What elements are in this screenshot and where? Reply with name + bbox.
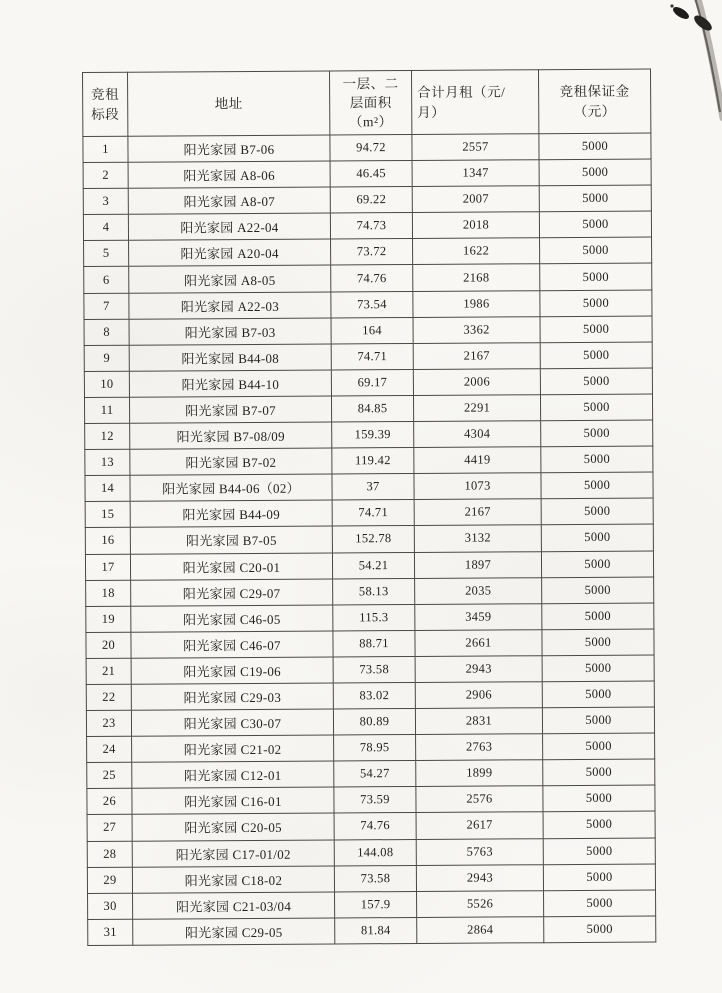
cell-address: 阳光家园 C20-05 xyxy=(132,813,334,840)
cell-address: 阳光家园 C16-01 xyxy=(132,787,334,814)
cell-address: 阳光家园 C21-02 xyxy=(132,735,334,762)
table-row xyxy=(87,785,655,815)
cell-area: 94.72 xyxy=(330,134,412,161)
cell-monthly-rent: 2018 xyxy=(412,212,539,239)
cell-area: 74.76 xyxy=(331,265,413,292)
cell-bid-section: 21 xyxy=(86,658,131,684)
cell-area: 78.95 xyxy=(334,735,416,762)
cell-area: 54.27 xyxy=(334,761,416,788)
cell-deposit: 5000 xyxy=(540,263,652,290)
cell-area: 69.17 xyxy=(331,369,413,396)
cell-address: 阳光家园 C17-01/02 xyxy=(132,840,334,867)
cell-bid-section: 27 xyxy=(87,815,132,841)
table-row xyxy=(85,551,653,581)
cell-address: 阳光家园 B44-09 xyxy=(130,500,332,527)
cell-monthly-rent: 3459 xyxy=(415,603,542,630)
cell-deposit: 5000 xyxy=(544,916,656,943)
cell-bid-section: 2 xyxy=(83,162,128,188)
cell-bid-section: 12 xyxy=(85,423,130,449)
cell-bid-section: 22 xyxy=(86,684,131,710)
cell-bid-section: 1 xyxy=(83,136,128,162)
cell-monthly-rent: 2864 xyxy=(417,917,544,944)
table-row xyxy=(86,655,654,685)
cell-bid-section: 9 xyxy=(84,345,129,371)
cell-area: 74.76 xyxy=(334,813,416,840)
cell-bid-section: 14 xyxy=(85,475,130,501)
cell-area: 74.71 xyxy=(332,500,414,527)
cell-deposit: 5000 xyxy=(539,211,651,238)
cell-monthly-rent: 1073 xyxy=(414,473,541,500)
header-bid-section: 竞租 标段 xyxy=(83,72,128,136)
cell-bid-section: 8 xyxy=(84,319,129,345)
cell-deposit: 5000 xyxy=(543,733,655,760)
cell-bid-section: 16 xyxy=(85,528,130,554)
cell-area: 83.02 xyxy=(333,682,415,709)
cell-deposit: 5000 xyxy=(541,420,653,447)
cell-monthly-rent: 2763 xyxy=(416,734,543,761)
table-row xyxy=(86,707,654,737)
cell-deposit: 5000 xyxy=(542,629,654,656)
cell-deposit: 5000 xyxy=(542,655,654,682)
cell-address: 阳光家园 B7-02 xyxy=(130,448,332,475)
header-address: 地址 xyxy=(128,71,330,136)
cell-address: 阳光家园 A8-05 xyxy=(129,265,331,292)
cell-address: 阳光家园 C21-03/04 xyxy=(133,892,335,919)
table-row xyxy=(87,811,655,841)
cell-area: 54.21 xyxy=(332,552,414,579)
cell-deposit: 5000 xyxy=(542,681,654,708)
cell-deposit: 5000 xyxy=(541,524,653,551)
cell-deposit: 5000 xyxy=(540,368,652,395)
cell-deposit: 5000 xyxy=(541,498,653,525)
cell-area: 152.78 xyxy=(332,526,414,553)
cell-address: 阳光家园 C46-07 xyxy=(131,631,333,658)
cell-deposit: 5000 xyxy=(539,159,651,186)
cell-deposit: 5000 xyxy=(543,785,655,812)
table-row xyxy=(84,368,652,398)
cell-bid-section: 11 xyxy=(84,397,129,423)
cell-area: 74.73 xyxy=(330,213,412,240)
table-row xyxy=(83,133,651,163)
cell-area: 157.9 xyxy=(335,891,417,918)
cell-deposit: 5000 xyxy=(540,237,652,264)
table-row xyxy=(87,759,655,789)
cell-address: 阳光家园 B7-05 xyxy=(130,526,332,553)
cell-area: 37 xyxy=(332,474,414,501)
cell-area: 119.42 xyxy=(332,448,414,475)
table-row xyxy=(83,185,651,215)
cell-bid-section: 13 xyxy=(85,449,130,475)
cell-area: 58.13 xyxy=(333,578,415,605)
cell-monthly-rent: 1899 xyxy=(416,760,543,787)
cell-bid-section: 10 xyxy=(84,371,129,397)
cell-bid-section: 26 xyxy=(87,789,132,815)
cell-monthly-rent: 2617 xyxy=(416,812,543,839)
cell-area: 144.08 xyxy=(334,839,416,866)
cell-address: 阳光家园 C29-07 xyxy=(131,579,333,606)
cell-area: 115.3 xyxy=(333,604,415,631)
cell-bid-section: 25 xyxy=(87,762,132,788)
rental-table xyxy=(82,69,656,946)
table-body xyxy=(83,133,656,945)
cell-bid-section: 23 xyxy=(86,710,131,736)
cell-area: 69.22 xyxy=(330,187,412,214)
cell-deposit: 5000 xyxy=(542,707,654,734)
table-row xyxy=(87,838,655,868)
cell-monthly-rent: 2576 xyxy=(416,786,543,813)
cell-bid-section: 15 xyxy=(85,502,130,528)
cell-deposit: 5000 xyxy=(542,577,654,604)
cell-address: 阳光家园 C12-01 xyxy=(132,761,334,788)
table-row xyxy=(84,342,652,372)
table-row xyxy=(88,916,656,946)
table-row xyxy=(84,237,652,267)
table-row xyxy=(87,733,655,763)
cell-deposit: 5000 xyxy=(543,864,655,891)
cell-address: 阳光家园 C29-03 xyxy=(131,683,333,710)
table-row xyxy=(87,864,655,894)
cell-address: 阳光家园 B7-06 xyxy=(128,135,330,162)
table-row xyxy=(85,446,653,476)
cell-deposit: 5000 xyxy=(541,446,653,473)
table-row xyxy=(86,577,654,607)
cell-bid-section: 19 xyxy=(86,606,131,632)
cell-bid-section: 3 xyxy=(83,188,128,214)
cell-address: 阳光家园 A22-04 xyxy=(128,213,330,240)
cell-bid-section: 31 xyxy=(88,919,133,945)
cell-monthly-rent: 2168 xyxy=(413,264,540,291)
cell-monthly-rent: 4419 xyxy=(414,447,541,474)
cell-deposit: 5000 xyxy=(540,342,652,369)
cell-address: 阳光家园 A20-04 xyxy=(129,239,331,266)
cell-deposit: 5000 xyxy=(544,890,656,917)
cell-address: 阳光家园 A8-06 xyxy=(128,161,330,188)
cell-bid-section: 20 xyxy=(86,632,131,658)
cell-monthly-rent: 2167 xyxy=(414,499,541,526)
cell-area: 73.58 xyxy=(334,865,416,892)
cell-area: 80.89 xyxy=(333,709,415,736)
cell-monthly-rent: 2167 xyxy=(413,342,540,369)
cell-deposit: 5000 xyxy=(539,185,651,212)
cell-bid-section: 7 xyxy=(84,293,129,319)
cell-bid-section: 18 xyxy=(86,580,131,606)
table-row xyxy=(88,890,656,920)
cell-address: 阳光家园 B44-06（02） xyxy=(130,474,332,501)
header-deposit: 竞租保证金 （元） xyxy=(538,69,650,134)
cell-monthly-rent: 2006 xyxy=(413,369,540,396)
cell-area: 46.45 xyxy=(330,161,412,188)
cell-deposit: 5000 xyxy=(543,759,655,786)
table-row xyxy=(84,263,652,293)
rental-table-wrap xyxy=(82,69,655,946)
cell-deposit: 5000 xyxy=(543,811,655,838)
cell-deposit: 5000 xyxy=(540,394,652,421)
cell-area: 73.72 xyxy=(331,239,413,266)
table-row xyxy=(84,290,652,320)
cell-monthly-rent: 2291 xyxy=(413,395,540,422)
table-row xyxy=(85,524,653,554)
cell-area: 88.71 xyxy=(333,630,415,657)
cell-area: 164 xyxy=(331,317,413,344)
cell-address: 阳光家园 A22-03 xyxy=(129,292,331,319)
cell-monthly-rent: 3132 xyxy=(414,525,541,552)
cell-address: 阳光家园 C29-05 xyxy=(133,918,335,945)
cell-deposit: 5000 xyxy=(540,316,652,343)
table-row xyxy=(86,681,654,711)
cell-monthly-rent: 2007 xyxy=(412,186,539,213)
cell-bid-section: 29 xyxy=(87,867,132,893)
header-row xyxy=(83,69,651,136)
cell-deposit: 5000 xyxy=(541,551,653,578)
cell-address: 阳光家园 B7-07 xyxy=(129,396,331,423)
table-row xyxy=(84,394,652,424)
table-row xyxy=(83,211,651,241)
cell-address: 阳光家园 C46-05 xyxy=(131,605,333,632)
cell-area: 159.39 xyxy=(332,422,414,449)
table-row xyxy=(84,316,652,346)
cell-address: 阳光家园 A8-07 xyxy=(128,187,330,214)
cell-bid-section: 6 xyxy=(84,267,129,293)
cell-area: 73.59 xyxy=(334,787,416,814)
cell-bid-section: 24 xyxy=(87,736,132,762)
cell-bid-section: 30 xyxy=(88,893,133,919)
cell-bid-section: 17 xyxy=(85,554,130,580)
cell-monthly-rent: 2906 xyxy=(415,682,542,709)
cell-area: 73.58 xyxy=(333,656,415,683)
cell-address: 阳光家园 B44-10 xyxy=(129,370,331,397)
cell-monthly-rent: 2943 xyxy=(415,656,542,683)
cell-monthly-rent: 2831 xyxy=(415,708,542,735)
cell-address: 阳光家园 C19-06 xyxy=(131,657,333,684)
table-row xyxy=(83,159,651,189)
table-row xyxy=(85,498,653,528)
header-area: 一层、二 层面积 （m²） xyxy=(329,70,411,134)
cell-address: 阳光家园 C20-01 xyxy=(130,552,332,579)
cell-bid-section: 28 xyxy=(87,841,132,867)
cell-bid-section: 5 xyxy=(84,241,129,267)
cell-monthly-rent: 1986 xyxy=(413,290,540,317)
cell-monthly-rent: 2661 xyxy=(415,629,542,656)
cell-area: 73.54 xyxy=(331,291,413,318)
cell-deposit: 5000 xyxy=(542,603,654,630)
cell-address: 阳光家园 B7-03 xyxy=(129,318,331,345)
cell-address: 阳光家园 C18-02 xyxy=(132,866,334,893)
table-row xyxy=(86,629,654,659)
cell-area: 74.71 xyxy=(331,343,413,370)
cell-address: 阳光家园 B7-08/09 xyxy=(130,422,332,449)
cell-monthly-rent: 2943 xyxy=(416,864,543,891)
table-row xyxy=(85,420,653,450)
table-row xyxy=(86,603,654,633)
cell-bid-section: 4 xyxy=(83,215,128,241)
cell-monthly-rent: 2557 xyxy=(412,134,539,161)
cell-monthly-rent: 1897 xyxy=(414,551,541,578)
cell-deposit: 5000 xyxy=(541,472,653,499)
cell-deposit: 5000 xyxy=(543,838,655,865)
cell-monthly-rent: 4304 xyxy=(414,421,541,448)
cell-deposit: 5000 xyxy=(540,290,652,317)
header-monthly-rent: 合计月租（元/ 月） xyxy=(411,70,538,135)
cell-monthly-rent: 2035 xyxy=(415,577,542,604)
cell-area: 84.85 xyxy=(331,395,413,422)
cell-address: 阳光家园 B44-08 xyxy=(129,344,331,371)
cell-area: 81.84 xyxy=(335,917,417,944)
cell-monthly-rent: 5526 xyxy=(417,890,544,917)
cell-monthly-rent: 1347 xyxy=(412,160,539,187)
cell-address: 阳光家园 C30-07 xyxy=(131,709,333,736)
cell-monthly-rent: 1622 xyxy=(413,238,540,265)
table-row xyxy=(85,472,653,502)
cell-monthly-rent: 3362 xyxy=(413,316,540,343)
cell-deposit: 5000 xyxy=(539,133,651,160)
cell-monthly-rent: 5763 xyxy=(416,838,543,865)
